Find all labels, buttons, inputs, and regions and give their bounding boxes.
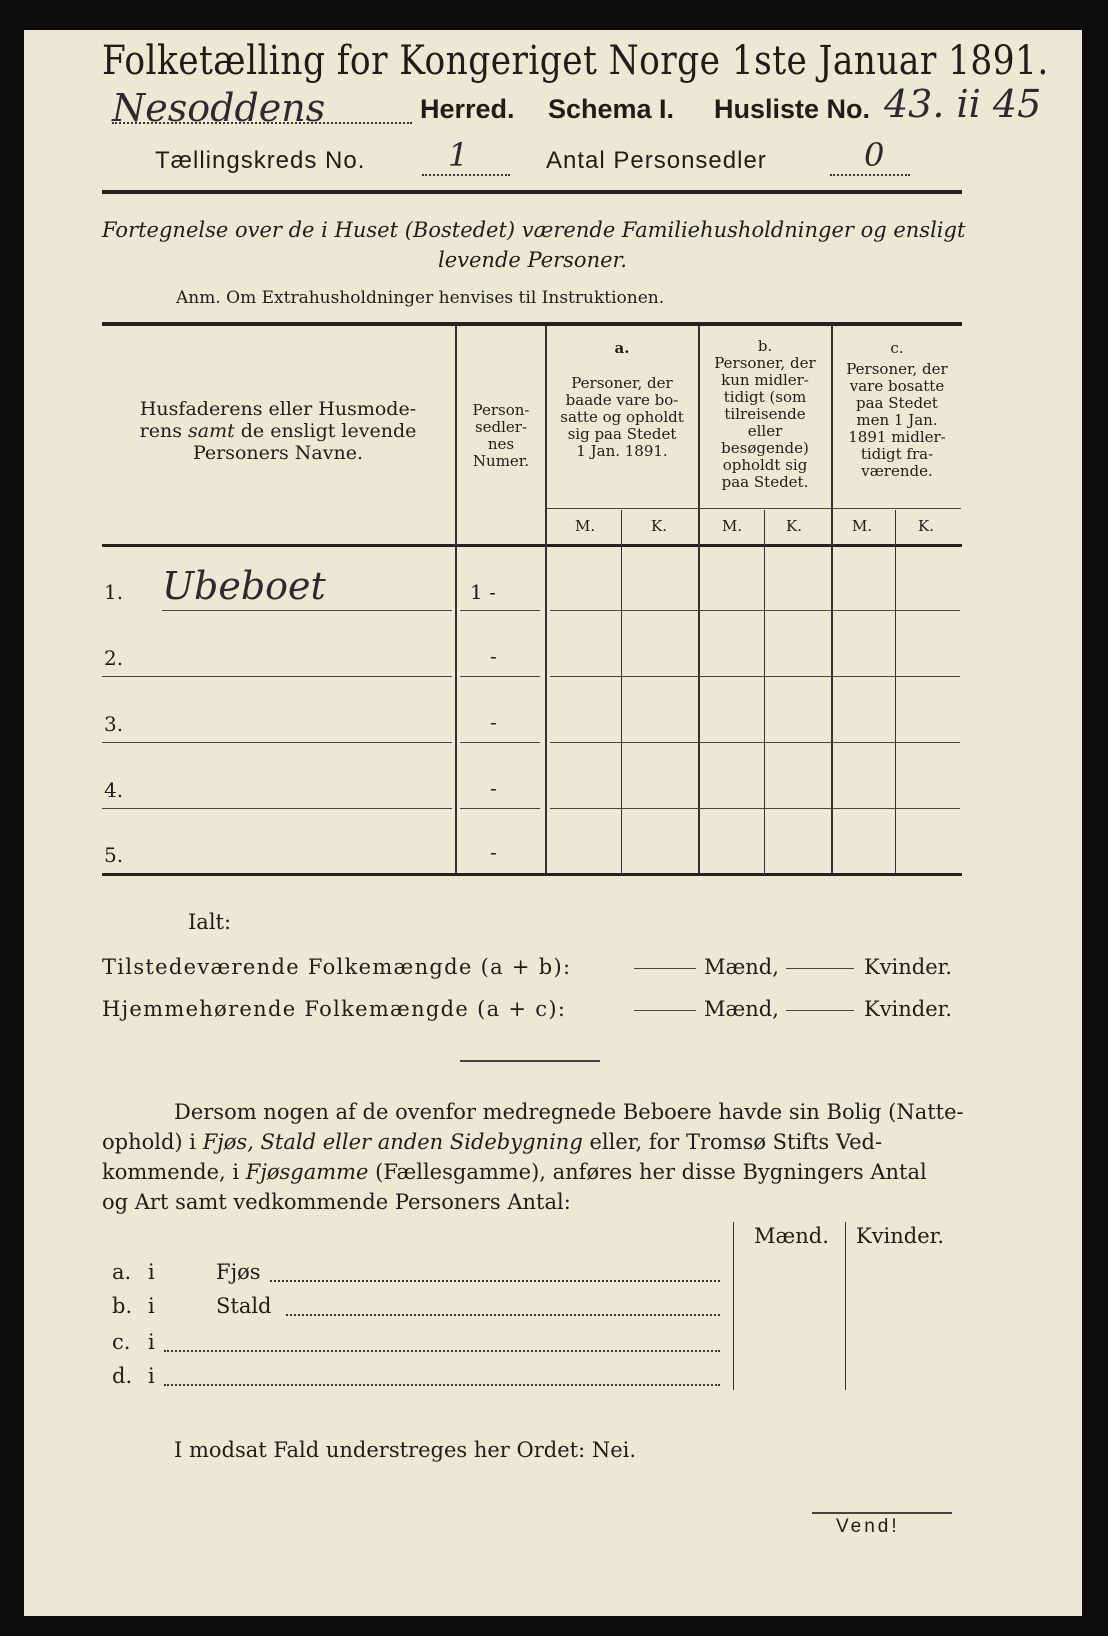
buildings-col-divider [733, 1222, 734, 1390]
row-line [102, 742, 452, 743]
paragraph-line4: og Art samt vedkommende Personers Antal: [102, 1190, 571, 1214]
intro-line2: levende Personer. [438, 248, 627, 272]
m-label-c: M. [852, 517, 873, 535]
paragraph-line1: Dersom nogen af de ovenfor medregnede Beboere havde sin Bolig (Natte- [174, 1100, 964, 1124]
personsedler-label: Antal Personsedler [546, 147, 767, 174]
fill-line [634, 968, 696, 969]
kvinder-label: Kvinder. [864, 997, 953, 1021]
nei-line: I modsat Fald understreges her Ordet: Nei. [174, 1438, 637, 1462]
row-line [162, 610, 452, 611]
col-header-a: a. Personer, der baade vare bo- satte og opholdt sig paa Stedet 1 Jan. 1891. [560, 339, 684, 460]
vend-label: Vend! [836, 1516, 900, 1537]
row-number: 4. [104, 778, 124, 802]
table-bottom-rule [102, 873, 962, 876]
row-person-number: - [490, 644, 497, 668]
row-line [102, 676, 452, 677]
building-letter: c. [112, 1330, 131, 1354]
table-top-rule [102, 322, 962, 326]
hjemme-label: Hjemmehørende Folkemængde (a + c): [102, 997, 567, 1021]
m-label-b: M. [722, 517, 743, 535]
building-letter: d. [112, 1364, 133, 1388]
mk-rule [547, 508, 961, 509]
building-i: i [148, 1260, 155, 1284]
row-line [460, 676, 540, 677]
fill-line [786, 968, 854, 969]
dotted-fill [164, 1350, 720, 1352]
col-header-b: b. Personer, der kun midler- tidigt (som tilreisende eller besøgende) opholdt sig paa Stedet. [714, 337, 816, 491]
col-divider [455, 326, 457, 873]
row-line [550, 808, 960, 809]
intro-line1: Fortegnelse over de i Huset (Bostedet) værende Familiehusholdninger og ensligt [102, 218, 966, 242]
building-label: Fjøs [216, 1260, 261, 1284]
form-title: Folketælling for Kongeriget Norge 1ste Januar 1891. [102, 38, 1049, 84]
col-divider [621, 510, 622, 873]
row-line [460, 742, 540, 743]
k-label-c: K. [918, 517, 934, 535]
row-line [550, 742, 960, 743]
kreds-handwritten: 1 [448, 136, 469, 174]
fill-line [634, 1010, 696, 1011]
tilstede-label: Tilstedeværende Folkemængde (a + b): [102, 955, 572, 979]
kvinder-label: Kvinder. [864, 955, 953, 979]
header-rule [102, 190, 962, 194]
row-line [550, 676, 960, 677]
building-label: Stald [216, 1294, 272, 1318]
personsedler-dotted-line [830, 174, 910, 176]
dotted-fill [164, 1384, 720, 1386]
row-person-number: - [490, 840, 497, 864]
k-label-a: K. [651, 517, 667, 535]
row-number: 1. [104, 580, 124, 604]
herred-label: Herred. [420, 94, 515, 124]
col-header-num: Person- sedler- nes Numer. [472, 401, 530, 470]
buildings-col-divider [845, 1222, 846, 1390]
row-number: 2. [104, 646, 124, 670]
col-header-name: Husfaderens eller Husmode- rens samt de ensligt levende Personers Navne. [139, 398, 417, 464]
husliste-handwritten: 43. ii 45 [884, 82, 1042, 126]
building-i: i [148, 1294, 155, 1318]
row-line [550, 610, 960, 611]
herred-handwritten: Nesoddens [112, 86, 326, 130]
fill-line [786, 1010, 854, 1011]
row-name-handwritten: Ubeboet [162, 564, 326, 608]
buildings-maend-header: Mænd. [754, 1224, 829, 1248]
row-line [460, 610, 540, 611]
m-label-a: M. [575, 517, 596, 535]
building-letter: a. [112, 1260, 132, 1284]
schema-label: Schema I. [548, 94, 675, 124]
building-i: i [148, 1364, 155, 1388]
paragraph-line2: ophold) i Fjøs, Stald eller anden Sidebygning eller, for Tromsø Stifts Ved- [102, 1130, 883, 1154]
col-header-c: c. Personer, der vare bosatte paa Stedet men 1 Jan. 1891 midler- tidigt fra- værende. [846, 339, 948, 480]
building-letter: b. [112, 1294, 133, 1318]
k-label-b: K. [786, 517, 802, 535]
table-header-rule [102, 544, 962, 547]
kreds-label: Tællingskreds No. [155, 147, 366, 174]
row-person-number: - [490, 710, 497, 734]
herred-dotted-line [112, 122, 412, 124]
vend-rule [812, 1512, 952, 1514]
building-i: i [148, 1330, 155, 1354]
section-divider [460, 1060, 600, 1062]
maend-label: Mænd, [704, 955, 779, 979]
col-divider [895, 510, 896, 873]
paragraph-line3: kommende, i Fjøsgamme (Fællesgamme), anføres her disse Bygningers Antal [102, 1160, 927, 1184]
husliste-label: Husliste No. [714, 94, 871, 124]
personsedler-handwritten: 0 [864, 136, 885, 174]
anm-note: Anm. Om Extrahusholdninger henvises til Instruktionen. [176, 288, 665, 308]
row-line [460, 808, 540, 809]
dotted-fill [270, 1280, 720, 1282]
row-person-number: - [490, 776, 497, 800]
row-line [102, 808, 452, 809]
maend-label: Mænd, [704, 997, 779, 1021]
col-divider [764, 510, 765, 873]
kreds-dotted-line [422, 174, 510, 176]
row-number: 5. [104, 843, 124, 867]
row-person-number: 1 - [470, 580, 496, 604]
ialt-label: Ialt: [188, 910, 232, 934]
dotted-fill [286, 1314, 720, 1316]
buildings-kvinder-header: Kvinder. [856, 1224, 945, 1248]
row-number: 3. [104, 712, 124, 736]
